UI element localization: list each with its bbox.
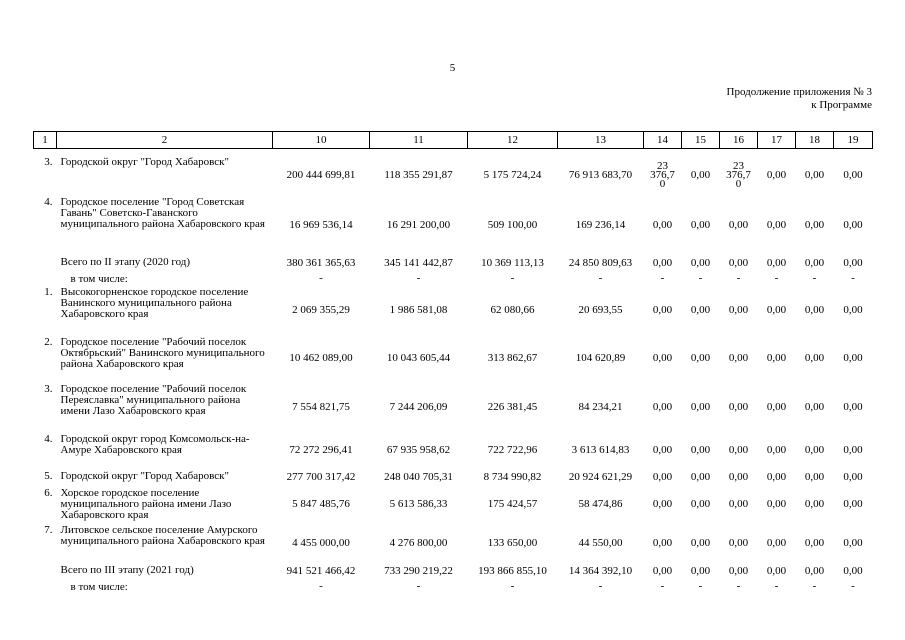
value-cell: 509 100,00 [487,218,538,231]
value-cell: 0,00 [728,471,749,483]
value-cell: 0,00 [728,352,749,364]
row-index: 6. [44,487,53,499]
value-cell: 1 986 581,08 [389,303,448,316]
value-cell: 5 175 724,24 [483,168,542,181]
value-cell: 0,00 [766,498,787,510]
value-cell: - [510,580,515,592]
column-header: 17 [758,132,796,149]
value-cell: 0,00 [766,303,787,316]
row-index [34,272,57,285]
value-cell: - [851,272,855,284]
value-cell: 0,00 [690,168,711,181]
value-cell: - [851,580,855,592]
value-cell: 24 850 809,63 [568,257,633,269]
value-cell: 0,00 [766,257,787,269]
value-cell: 3 613 614,83 [571,444,630,456]
value-cell: 58 474,86 [578,498,623,510]
value-cell: 20 924 621,29 [568,471,633,483]
value-cell: - [736,580,741,592]
row-name: Всего по III этапу (2021 год) [60,564,194,576]
value-cell: - [736,272,741,284]
value-cell: 0,00 [652,303,673,316]
value-cell: 0,00 [652,536,673,549]
appendix-line-1: Продолжение приложения № 3 [726,86,872,98]
value-cell: 0,00 [690,400,711,413]
value-cell: 0,00 [652,257,673,269]
page-number: 5 [449,62,456,74]
value-cell: 0,00 [843,303,863,316]
row-index: 1. [44,286,53,298]
row-index: 5. [44,470,53,482]
value-cell: - [774,272,779,284]
table-row [34,523,873,563]
value-cell: - [812,272,817,284]
value-cell: - [774,580,779,592]
value-cell: 10 462 089,00 [289,352,353,364]
value-cell: 0,00 [690,471,711,483]
value-cell: 175 424,57 [487,498,538,510]
value-cell: 5 847 485,76 [292,498,350,510]
column-header: 12 [468,132,558,149]
value-cell: 0,00 [690,565,711,577]
value-cell: 0,00 [766,352,787,364]
value-cell: - [510,272,515,284]
value-cell: 23 376,7 0 [726,159,751,190]
column-header: 14 [644,132,682,149]
value-cell: 313 862,67 [487,352,538,364]
appendix-line-2: к Программе [811,99,872,111]
value-cell: 345 141 442,87 [384,257,453,269]
value-cell: 0,00 [766,444,787,456]
value-cell: - [698,580,703,592]
value-cell: 0,00 [766,400,787,413]
value-cell: 733 290 219,22 [384,565,453,577]
column-header: 18 [796,132,834,149]
table-row [34,469,873,486]
value-cell: 0,00 [766,536,787,549]
value-cell: 0,00 [804,257,825,269]
table-row [34,486,873,523]
value-cell: 7 554 821,75 [292,400,350,413]
value-cell: - [416,272,421,284]
value-cell: 7 244 206,09 [389,400,448,413]
table-row [34,382,873,432]
row-index: 4. [44,433,53,445]
value-cell: 0,00 [843,536,863,549]
row-index: 3. [44,383,53,395]
value-cell: 0,00 [728,400,749,413]
value-cell: 133 650,00 [487,536,538,549]
value-cell: 0,00 [690,303,711,316]
row-index: 2. [44,336,53,348]
table-row [34,335,873,382]
value-cell: 0,00 [652,218,673,231]
value-cell: - [319,580,323,592]
value-cell: 0,00 [766,168,787,181]
row-name: Литовское сельское поселение Амурского муниципального района Хабаровского края [60,524,265,547]
value-cell: 8 734 990,82 [483,471,542,483]
value-cell: - [660,272,665,284]
row-name: в том числе: [70,581,128,593]
value-cell: 277 700 317,42 [286,471,356,483]
column-header-row [34,132,873,149]
value-cell: 0,00 [728,498,749,510]
value-cell: 5 613 586,33 [389,498,448,510]
value-cell: 0,00 [804,218,825,231]
value-cell: - [416,580,421,592]
value-cell: 248 040 705,31 [384,471,453,483]
row-name: Городское поселение "Рабочий поселок Переяславка" муниципального района имени Лазо Хабаровского края [60,383,247,417]
row-name: Городской округ "Город Хабаровск" [60,156,230,168]
column-header: 15 [682,132,720,149]
value-cell: 0,00 [652,444,673,456]
value-cell: - [812,580,817,592]
value-cell: 84 234,21 [578,400,623,413]
row-index [34,563,57,580]
table-row [34,580,873,593]
row-name: Всего по II этапу (2020 год) [60,256,191,268]
row-name: Городской округ город Комсомольск-на-Амуре Хабаровского края [60,433,250,456]
value-cell: 200 444 699,81 [286,168,356,181]
value-cell: 169 236,14 [575,218,626,231]
value-cell: 226 381,45 [487,400,538,413]
value-cell: 0,00 [690,352,711,364]
value-cell: 44 550,00 [578,536,623,549]
value-cell: 722 722,96 [487,444,538,456]
value-cell: 118 355 291,87 [384,168,453,181]
value-cell: 0,00 [843,257,863,269]
value-cell: 67 935 958,62 [386,444,451,456]
value-cell: 0,00 [804,168,825,181]
value-cell: 0,00 [843,471,863,483]
value-cell: 0,00 [766,471,787,483]
value-cell: 16 291 200,00 [386,218,451,231]
row-name: в том числе: [70,273,128,285]
value-cell: - [660,580,665,592]
value-cell: - [598,580,603,592]
value-cell: 0,00 [652,352,673,364]
table-row [34,285,873,335]
value-cell: 0,00 [728,444,749,456]
value-cell: 10 369 113,13 [481,257,544,269]
appendix-heading [727,86,872,112]
column-header: 1 [34,132,57,149]
table-row [34,195,873,255]
column-header: 16 [720,132,758,149]
value-cell: 72 272 296,41 [289,444,353,456]
budget-table [33,131,873,593]
row-name: Городское поселение "Рабочий поселок Октябрьский" Ванинского муниципального района Хабаровского края [60,336,265,370]
table-body [34,149,873,594]
value-cell: 0,00 [804,400,825,413]
value-cell: 20 693,55 [578,303,623,316]
value-cell: 0,00 [843,444,863,456]
table-row [34,563,873,580]
column-header: 2 [57,132,273,149]
table-row [34,432,873,469]
value-cell: 0,00 [804,444,825,456]
value-cell: 16 969 536,14 [289,218,353,231]
value-cell: 0,00 [728,536,749,549]
value-cell: - [598,272,603,284]
value-cell: - [698,272,703,284]
value-cell: 193 866 855,10 [478,565,547,577]
row-index: 3. [44,156,53,168]
value-cell: 0,00 [804,536,825,549]
value-cell: 0,00 [804,565,825,577]
value-cell: 0,00 [804,352,825,364]
row-name: Городской округ "Город Хабаровск" [60,470,230,482]
table-row [34,255,873,272]
row-name: Хорское городское поселение муниципального района имени Лазо Хабаровского края [60,487,232,521]
value-cell: 0,00 [690,444,711,456]
column-header: 10 [273,132,370,149]
value-cell: 0,00 [728,565,749,577]
row-name: Высокогорненское городское поселение Ванинского муниципального района Хабаровского края [60,286,249,320]
value-cell: 0,00 [728,218,749,231]
row-index [34,255,57,272]
value-cell: 0,00 [690,536,711,549]
value-cell: 0,00 [652,565,673,577]
value-cell: 0,00 [804,303,825,316]
row-index [34,580,57,593]
value-cell: 104 620,89 [575,352,626,364]
row-name: Городское поселение "Город Советская Гавань" Советско-Гаванского муниципального района Хабаровского края [60,196,265,230]
value-cell: - [319,272,323,284]
value-cell: 0,00 [843,498,863,510]
table-row [34,272,873,285]
table-row [34,155,873,195]
value-cell: 62 080,66 [490,303,535,316]
value-cell: 2 069 355,29 [292,303,350,316]
value-cell: 0,00 [652,400,673,413]
value-cell: 0,00 [843,168,863,181]
value-cell: 0,00 [690,218,711,231]
column-header: 13 [558,132,644,149]
value-cell: 0,00 [843,400,863,413]
value-cell: 0,00 [652,471,673,483]
value-cell: 0,00 [690,498,711,510]
value-cell: 0,00 [690,257,711,269]
value-cell: 0,00 [843,218,863,231]
value-cell: 0,00 [804,498,825,510]
value-cell: 23 376,7 0 [650,159,675,190]
value-cell: 0,00 [766,218,787,231]
value-cell: 4 455 000,00 [292,536,350,549]
row-index: 7. [44,524,53,536]
value-cell: 941 521 466,42 [286,565,356,577]
value-cell: 76 913 683,70 [568,168,633,181]
value-cell: 0,00 [804,471,825,483]
column-header: 19 [834,132,873,149]
value-cell: 0,00 [728,257,749,269]
value-cell: 0,00 [843,352,863,364]
value-cell: 14 364 392,10 [568,565,633,577]
value-cell: 0,00 [728,303,749,316]
value-cell: 10 043 605,44 [386,352,451,364]
row-index: 4. [44,196,53,208]
column-header: 11 [370,132,468,149]
value-cell: 4 276 800,00 [389,536,448,549]
value-cell: 0,00 [652,498,673,510]
value-cell: 0,00 [843,565,863,577]
value-cell: 380 361 365,63 [286,257,356,269]
value-cell: 0,00 [766,565,787,577]
